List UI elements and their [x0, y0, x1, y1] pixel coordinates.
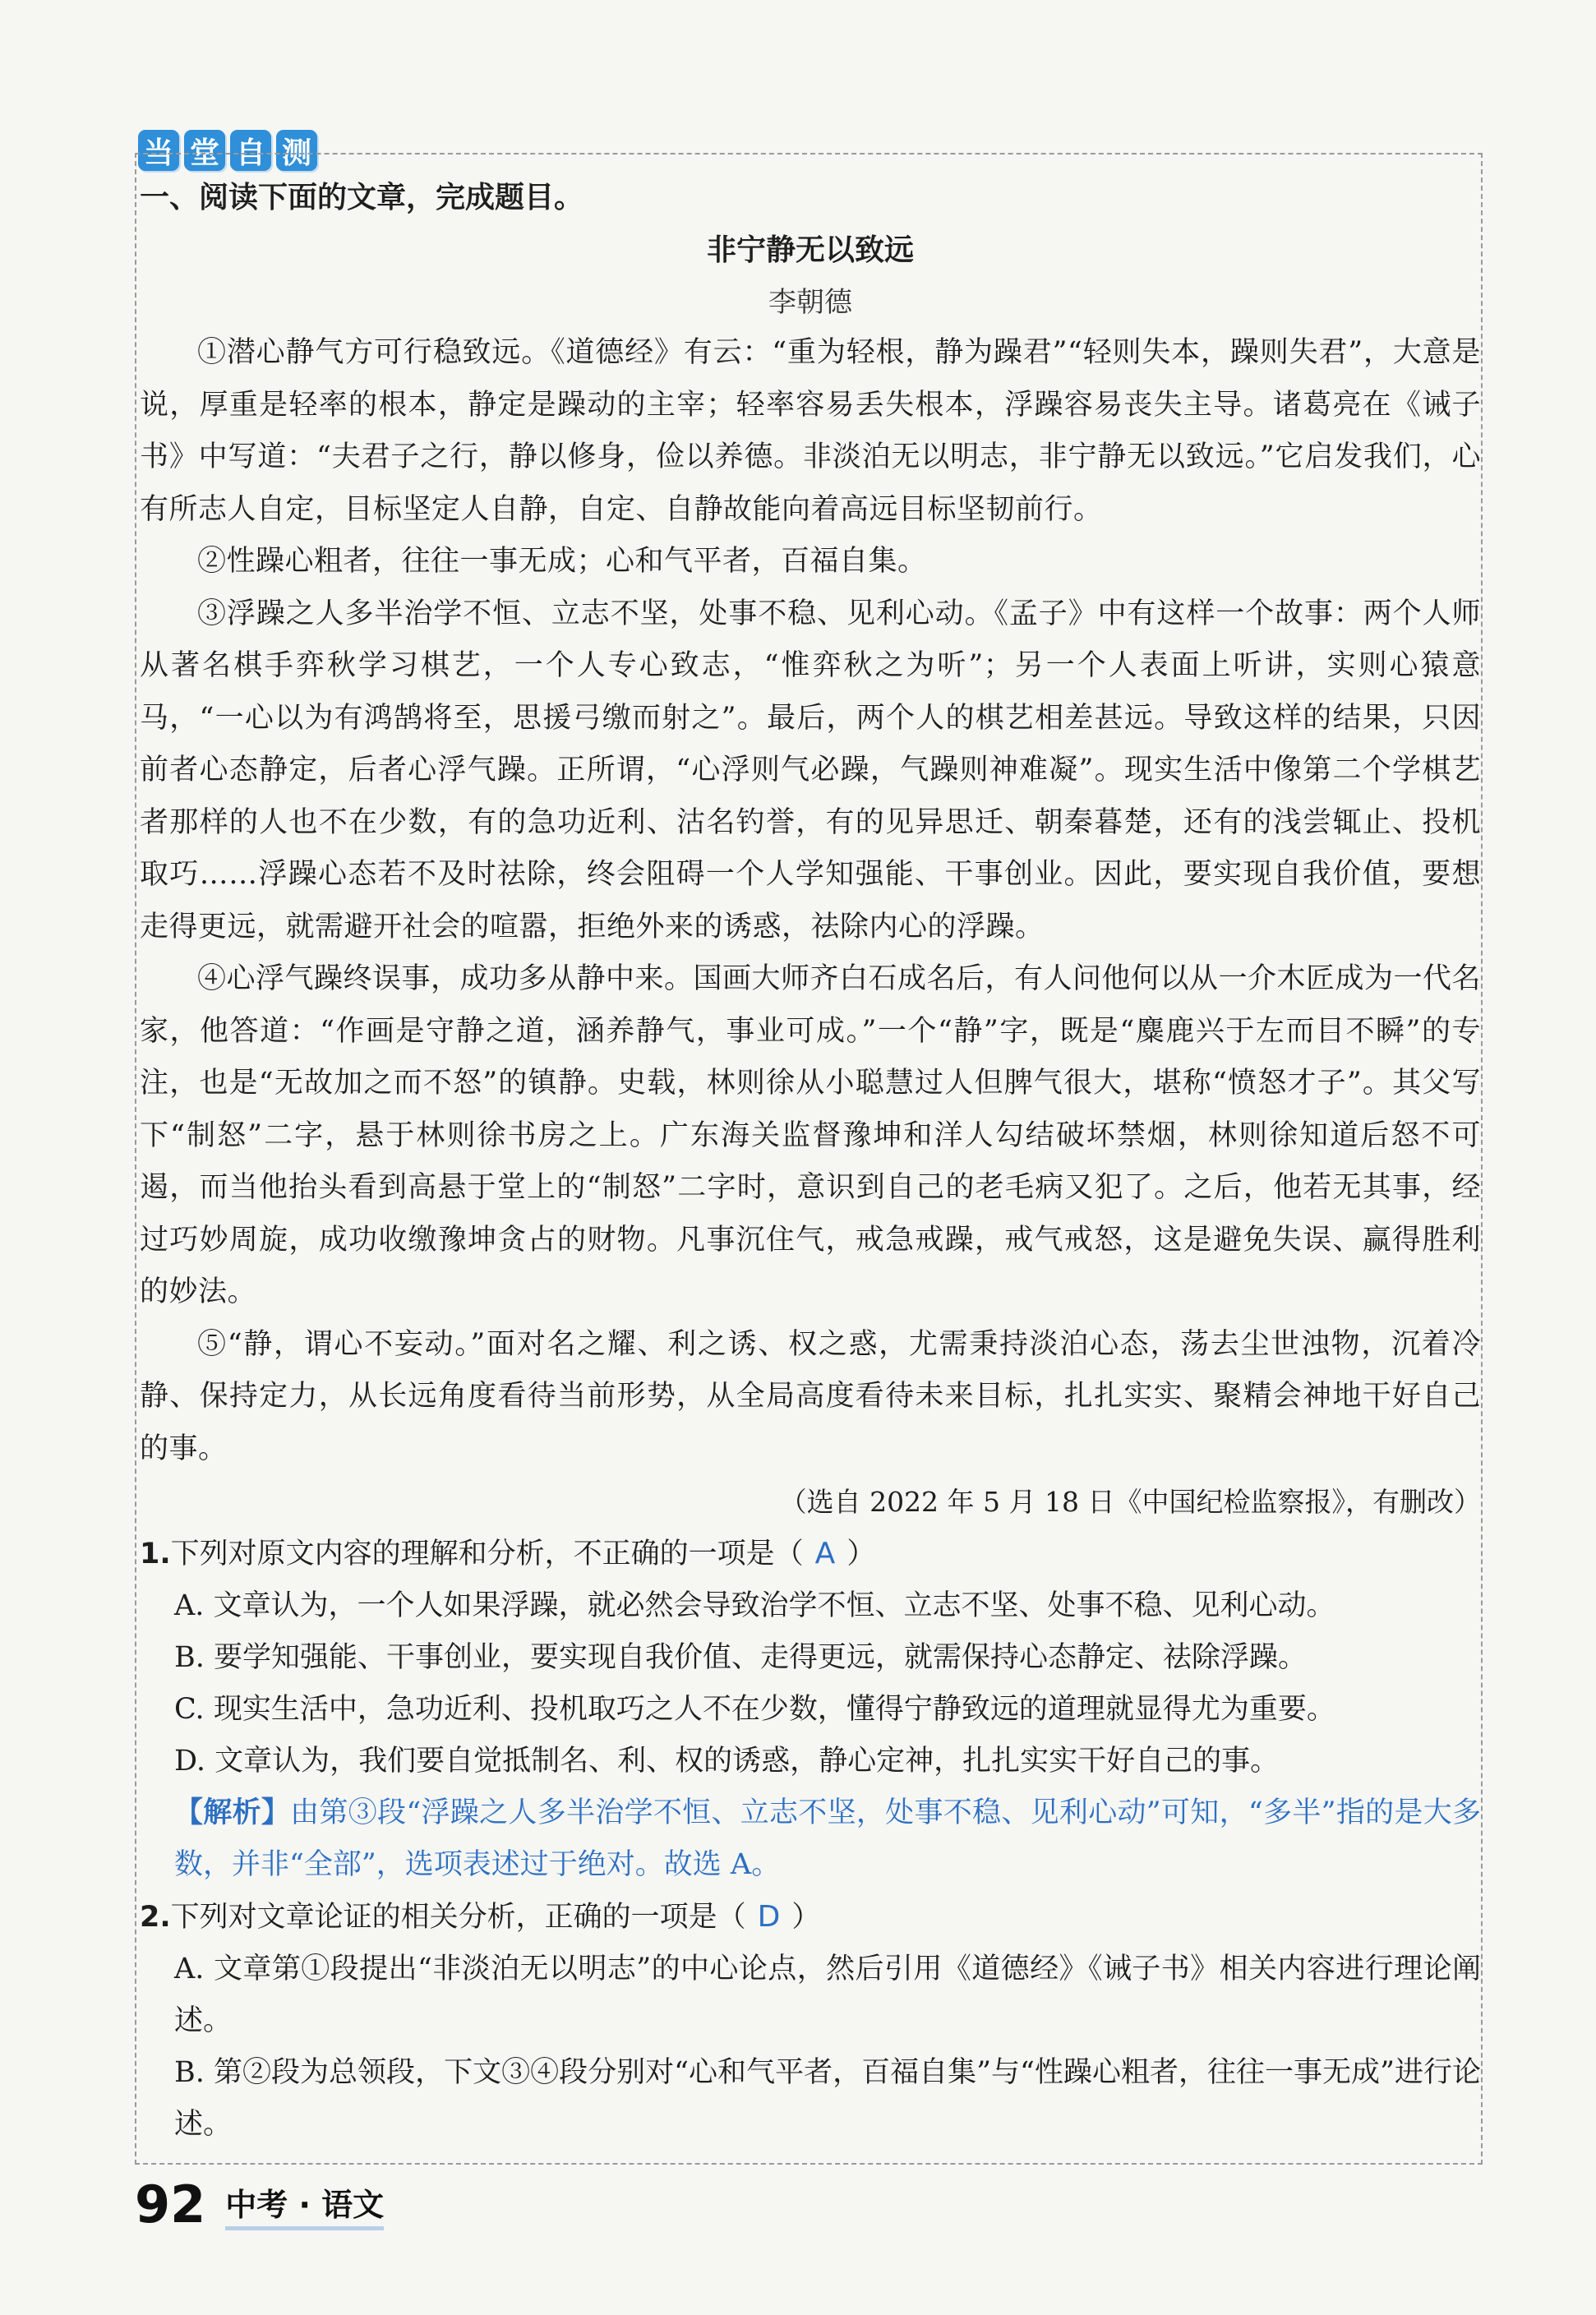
question-stem: 下列对原文内容的理解和分析，不正确的一项是（ — [170, 1538, 804, 1570]
article-paragraph-5: ⑤“静，谓心不妄动。”面对名之耀、利之诱、权之惑，尤需秉持淡泊心态，荡去尘世浊物，沉着冷静、保持定力，从长远角度看待当前形势，从全局高度看待未来目标，扎扎实实、聚精会神地干好自己的事。 — [140, 1327, 1481, 1465]
article-paragraph-1: ①潜心静气方可行稳致远。《道德经》有云：“重为轻根，静为躁君”“轻则失本，躁则失君”，大意是说，厚重是轻率的根本，静定是躁动的主宰；轻率容易丢失根本，浮躁容易丧失主导。诸葛亮在《诫子书》中写道：“夫君子之行，静以修身，俭以养德。非淡泊无以明志，非宁静无以致远。”它启发我们，心有所志人自定，目标坚定人自静，自定、自静故能向着高远目标坚韧前行。 — [140, 336, 1481, 526]
question-stem-end: ） — [791, 1901, 821, 1934]
option-label: C. — [174, 1693, 205, 1726]
subject-label: 中考 · 语文 — [225, 2185, 384, 2230]
article-paragraph-3: ③浮躁之人多半治学不恒、立志不坚，处事不稳、见利心动。《孟子》中有这样一个故事：两个人师从著名棋手弈秋学习棋艺，一个人专心致志，“惟弈秋之为听”；另一个人表面上听讲，实则心猿意马，“一心以为有鸿鹄将至，思援弓缴而射之”。最后，两个人的棋艺相差甚远。导致这样的结果，只因前者心态静定，后者心浮气躁。正所谓，“心浮则气必躁，气躁则神难凝”。现实生活中像第二个学棋艺者那样的人也不在少数，有的急功近利、沽名钓誉，有的见异思迁、朝秦暮楚，还有的浅尝辄止、投机取巧……浮躁心态若不及时祛除，终会阻碍一个人学知强能、干事创业。因此，要实现自我价值，要想走得更远，就需避开社会的喧嚣，拒绝外来的诱惑，祛除内心的浮躁。 — [140, 597, 1481, 943]
question-stem: 下列对文章论证的相关分析，正确的一项是（ — [170, 1901, 746, 1934]
question-stem-end: ） — [846, 1538, 876, 1570]
article-paragraph-4: ④心浮气躁终误事，成功多从静中来。国画大师齐白石成名后，有人问他何以从一介木匠成为一代名家，他答道：“作画是守静之道，涵养静气，事业可成。”一个“静”字，既是“麋鹿兴于左而目不瞬”的专注，也是“无故加之而不怒”的镇静。史载，林则徐从小聪慧过人但脾气很大，堪称“愤怒才子”。其父写下“制怒”二字，悬于林则徐书房之上。广东海关监督豫坤和洋人勾结破坏禁烟，林则徐知道后怒不可遏，而当他抬头看到高悬于堂上的“制怒”二字时，意识到自己的老毛病又犯了。之后，他若无其事，经过巧妙周旋，成功收缴豫坤贪占的财物。凡事沉住气，戒急戒躁，戒气戒怒，这是避免失误、赢得胜利的妙法。 — [140, 962, 1482, 1308]
question-number: 2. — [140, 1901, 171, 1934]
answer-mark: A — [814, 1537, 836, 1570]
badge-char: 测 — [276, 130, 317, 171]
badge-char: 堂 — [184, 130, 225, 171]
badge-char: 自 — [230, 130, 271, 171]
q1-analysis — [140, 1787, 1481, 1891]
option-text: 文章第①段提出“非淡泊无以明志”的中心论点，然后引用《道德经》《诫子书》相关内容进行理论阐述。 — [174, 1953, 1481, 2037]
q1-option-a — [140, 1580, 1481, 1632]
article-paragraph-2: ②性躁心粗者，往往一事无成；心和气平者，百福自集。 — [197, 545, 927, 578]
article-title: 非宁静无以致远 — [706, 233, 914, 267]
q2-option-a — [140, 1944, 1481, 2047]
q1-option-b — [140, 1632, 1481, 1684]
option-text: 现实生活中，急功近利、投机取巧之人不在少数，懂得宁静致远的道理就显得尤为重要。 — [213, 1693, 1335, 1726]
option-text: 文章认为，我们要自觉抵制名、利、权的诱惑，静心定神，扎扎实实干好自己的事。 — [214, 1745, 1280, 1778]
article-source: （选自 2022 年 5 月 18 日《中国纪检监察报》，有删改） — [779, 1486, 1481, 1518]
badge-char: 当 — [138, 130, 179, 171]
question-number: 1. — [140, 1538, 171, 1570]
option-label: A. — [174, 1589, 205, 1622]
page-content — [140, 173, 1481, 2151]
option-label: D. — [174, 1745, 205, 1778]
q1-option-d — [140, 1736, 1481, 1787]
article-author: 李朝德 — [768, 286, 852, 319]
analysis-tag: 【解析】 — [174, 1796, 291, 1829]
option-label: B. — [174, 2056, 205, 2089]
q1-option-c — [140, 1684, 1481, 1736]
page-footer — [135, 2174, 385, 2234]
option-label: B. — [174, 1641, 205, 1674]
section-title: 一、阅读下面的文章，完成题目。 — [140, 181, 584, 214]
option-text: 文章认为，一个人如果浮躁，就必然会导致治学不恒、立志不坚、处事不稳、见利心动。 — [213, 1589, 1335, 1622]
option-label: A. — [174, 1953, 205, 1985]
question-1 — [140, 1528, 1481, 1580]
question-2 — [140, 1891, 1481, 1944]
answer-mark: D — [757, 1900, 781, 1934]
option-text: 第②段为总领段，下文③④段分别对“心和气平者，百福自集”与“性躁心粗者，往往一事无成”进行论述。 — [174, 2056, 1481, 2141]
analysis-text: 由第③段“浮躁之人多半治学不恒、立志不坚，处事不稳、见利心动”可知，“多半”指的是大多数，并非“全部”，选项表述过于绝对。故选 A。 — [174, 1796, 1481, 1881]
page-number: 92 — [135, 2174, 206, 2234]
option-text: 要学知强能、干事创业，要实现自我价值、走得更远，就需保持心态静定、祛除浮躁。 — [214, 1641, 1308, 1674]
q2-option-b — [140, 2047, 1481, 2151]
